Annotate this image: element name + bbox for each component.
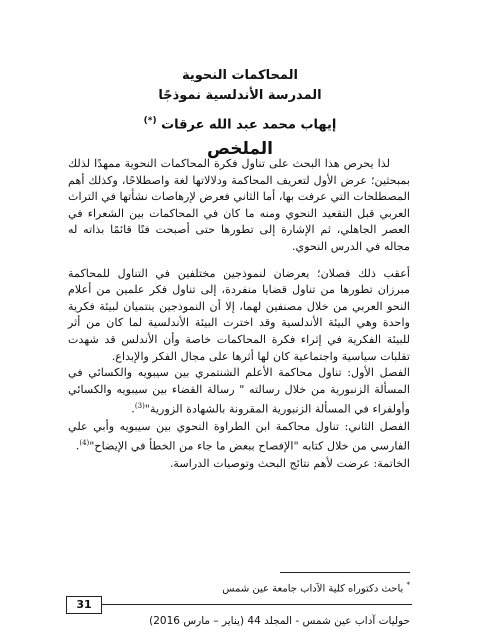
author-line — [60, 110, 420, 136]
paragraph-intro: لذا يحرص هذا البحث على تناول فكرة المحاكمات النحوية ممهدًا لذلك بمبحثين؛ عرض الأول لتعريف المحاكمة ودلالاتها لغة واصطلاحًا، وكذلك أهم المصطلحات التي عرفت بها، أما الثاني فعرض لإرهاصات نشأتها في التراث العربي قبل التقعيد النحوي ومنه ما كان في المحاكمات بين الشعراء في العصر الجاهلي، ثم الإشارة إلى تطورها حتى أصبحت فنًا قائمًا بذاته له مجاله في الدرس النحوي. — [68, 157, 410, 253]
chapter-one-text: الفصل الأول: تناول محاكمة الأعلم الشنتمري بين سيبويه والكسائي في المسألة الزنبورية من خلال رسالته " رسالة القضاء بين سيبويه والكسائي وأولفراء في المسألة الزنبورية المقرونة بالشهادة الزورية" — [68, 366, 410, 417]
abstract-body — [68, 156, 410, 472]
footnote-mark: * — [406, 581, 410, 589]
footnote-separator — [280, 572, 410, 573]
footer-rule — [102, 604, 412, 605]
author-footnote-mark: (*) — [143, 116, 157, 126]
paragraph-chapter-two: الفصل الثاني: تناول محاكمة ابن الطراوة النحوي بين سيبويه وأبي علي الفارسي من خلال كتابه "الإفصاح ببعض ما جاء من الخطأ في الإيضاح"$^{(4)}$. — [68, 419, 410, 453]
abstract-heading: الملخص — [207, 139, 273, 160]
chapter-two-text: الفصل الثاني: تناول محاكمة ابن الطراوة النحوي بين سيبويه وأبي علي الفارسي من خلال كتابه "الإفصاح ببعض ما جاء من الخطأ في الإيضاح" — [68, 419, 410, 453]
paper-subtitle: المدرسة الأندلسية نموذجًا — [158, 88, 322, 103]
paragraph-chapter-one: الفصل الأول: تناول محاكمة الأعلم الشنتمري بين سيبويه والكسائي في المسألة الزنبورية من خلال رسالته " رسالة القضاء بين سيبويه والكسائي وأولفراء في المسألة الزنبورية المقرونة بالشهادة الزورية"$^{(3)}$. — [68, 366, 410, 417]
reference-mark-3: (3) — [134, 402, 145, 411]
footnote — [60, 578, 410, 596]
footnote-text: باحث دكتوراه كلية الآداب جامعة عين شمس — [222, 583, 404, 595]
author-name: إيهاب محمد عبد الله عرقات — [161, 117, 337, 133]
reference-mark-4: (4) — [79, 439, 90, 448]
paper-title: المحاكمات النحوية — [182, 68, 298, 83]
title-block — [60, 66, 420, 160]
page-number: 31 — [66, 596, 102, 614]
paragraph-chapters: أعقب ذلك فصلان؛ يعرضان لنموذجين مختلفين في التناول للمحاكمة مبرزان تطورها من تناول قضايا منفردة، إلى تناول فكر علمين من أعلام النحو العربي من خلال مصنفين لهما، إلا أن النموذجين ينتميان لبيئة فكرية واحدة وهي البيئة الأندلسية وقد اخترت البيئة الأندلسية لما كان من أثر للبيئة الفكرية في إثراء فكرة المحاكمات خاصة وأن الأندلس قد شهدت تقلبات سياسية واجتماعية كان لها أثرها على مجال الفكر والإبداع. — [68, 266, 410, 363]
paragraph-conclusion: الخاتمة: عرضت لأهم نتائج البحث وتوصيات الدراسة. — [169, 456, 410, 470]
journal-citation: حوليات آداب عين شمس - المجلد 44 (يناير – مارس 2016) — [149, 615, 410, 627]
